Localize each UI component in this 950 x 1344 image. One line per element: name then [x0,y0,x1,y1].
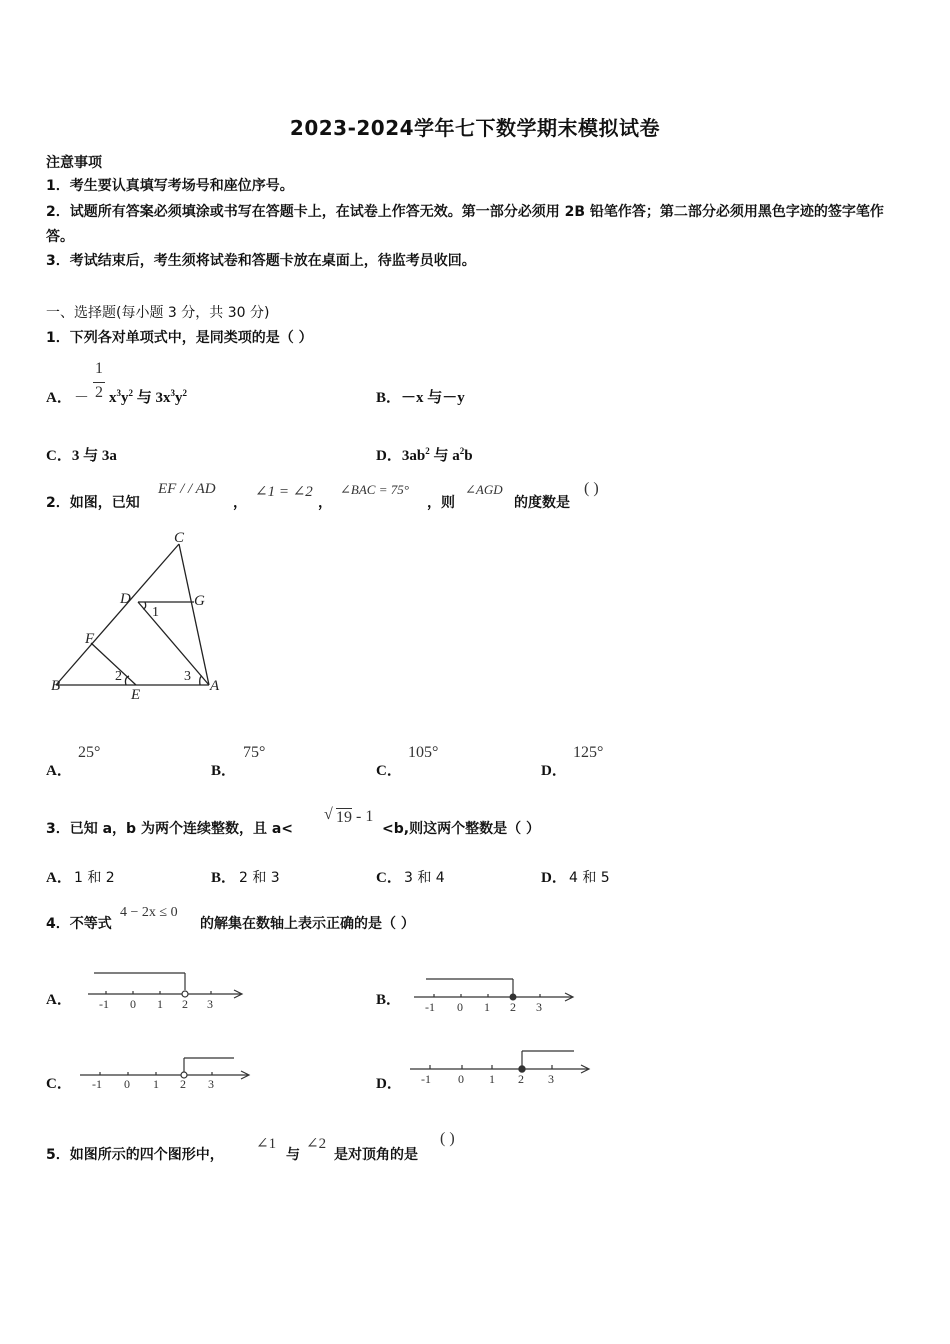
q3-c-value: 3 和 4 [404,870,445,886]
q2-target: ∠AGD [465,482,503,497]
q3-d-value: 4 和 5 [569,870,610,886]
tick-label: -1 [99,997,109,1011]
q3-radicand: 19 [336,809,352,826]
q2-sep1: ， [233,495,247,511]
q1-c-text: 3 与 3a [71,448,117,464]
tick-label: 2 [518,1072,524,1086]
q2-b-label: B． [211,763,237,779]
q4-a-label: A． [46,992,72,1008]
q1-stem: 1．下列各对单项式中，是同类项的是（ ） [46,330,313,346]
q3-a-label: A． [46,870,72,886]
q2-c-value: 105° [408,744,439,761]
q1-a-numerator: 1 [95,360,103,377]
q4-prefix: 4．不等式 [46,916,112,932]
notice-item-2: 2．试题所有答案必须填涂或书写在答题卡上，在试卷上作答无效。第一部分必须用 2B 铅笔作答；第二部分必须用黑色字迹的签字笔作答。 [46,204,884,245]
page-title: 2023-2024学年七下数学期末模拟试卷 [289,116,661,140]
q1-option-d [376,444,473,465]
q3-d-label: D． [541,870,567,886]
q1-b-label: B． [376,390,402,406]
q2-suffix: 的度数是 [514,495,570,511]
segment-bc [56,544,179,685]
q4-a-number-line [86,968,246,1013]
label-c: C [174,530,185,546]
label-angle-3: 3 [184,669,191,684]
q4-c-number-line [78,1055,253,1093]
q2-cond3: ∠BAC = 75° [340,482,409,497]
q1-a-expression: $x^3y^2$ 与 $3x^3y^2$ [109,388,188,406]
tick-label: 0 [124,1077,130,1091]
tick-label: 3 [207,997,213,1011]
q2-paren: ( ) [584,480,599,497]
section-heading: 一、选择题(每小题 3 分，共 30 分) [46,305,270,321]
q1-d-expr: $3ab^2$ 与 $a^2b$ [401,446,473,464]
tick-label: 1 [157,997,163,1011]
q3-b-value: 2 和 3 [239,870,280,886]
tick-label: 2 [182,997,188,1011]
q4-b-number-line [412,972,577,1017]
tick-label: 3 [208,1077,214,1091]
q4-d-number-line [408,1048,593,1090]
q2-prefix: 2．如图，已知 [46,495,140,511]
segment-da [138,602,209,685]
q5-angle-1: ∠1 [256,1136,277,1152]
q2-cond1: EF / / AD [158,481,216,497]
q2-c-label: C． [376,763,402,779]
segment-fe [91,643,136,685]
q1-option-b [376,386,465,407]
q5-paren: ( ) [440,1130,455,1147]
tick-label: 3 [536,1000,542,1014]
q1-option-c [46,444,117,465]
q1-c-label: C． [46,448,72,464]
tick-label: 1 [153,1077,159,1091]
label-e: E [131,687,141,703]
tick-label: -1 [425,1000,435,1014]
q1-d-label: D． [376,448,402,464]
q3-suffix: <b,则这两个整数是（ ） [382,821,540,837]
q1-b-text: －x 与－y [401,390,465,406]
q5-suffix: 是对顶角的是 [334,1147,418,1163]
notice-item-3: 3．考试结束后，考生须将试卷和答题卡放在桌面上，待监考员收回。 [46,253,476,269]
tick-label: 0 [458,1072,464,1086]
tick-label: 0 [457,1000,463,1014]
fraction-bar [93,382,105,383]
tick-label: -1 [92,1077,102,1091]
q2-figure [46,532,236,707]
q4-d-label: D． [376,1076,402,1092]
label-a: A [210,678,220,694]
label-d: D [120,591,131,607]
tick-label: 1 [489,1072,495,1086]
notice-item-1: 1．考生要认真填写考场号和座位序号。 [46,178,294,194]
q2-mid: ，则 [427,495,455,511]
q2-d-label: D． [541,763,567,779]
q2-d-value: 125° [573,744,604,761]
q1-a-label: A． [46,390,72,406]
q3-c-label: C． [376,870,402,886]
q5-angle-2: ∠2 [306,1136,327,1152]
q1-a-sign: － [74,390,90,406]
tick-label: 2 [180,1077,186,1091]
q3-prefix: 3．已知 a，b 为两个连续整数，且 a< [46,821,294,837]
label-angle-1: 1 [152,605,159,620]
tick-label: -1 [421,1072,431,1086]
notice-heading: 注意事项 [46,155,102,171]
label-g: G [194,593,205,609]
q3-sqrt-sign: √ [324,806,333,823]
label-f: F [85,631,95,647]
segment-ca [179,544,209,685]
q4-b-label: B． [376,992,402,1008]
q1-a-denominator: 2 [95,384,103,401]
q2-cond2: ∠1 = ∠2 [255,484,313,500]
q5-and: 与 [286,1147,300,1163]
tick-label: 1 [484,1000,490,1014]
q4-c-label: C． [46,1076,72,1092]
q3-a-value: 1 和 2 [74,870,115,886]
tick-label: 2 [510,1000,516,1014]
q4-inequality: 4 − 2x ≤ 0 [120,905,178,920]
q2-a-value: 25° [78,744,101,761]
q3-minus: - 1 [356,808,374,825]
q2-b-value: 75° [243,744,266,761]
tick-label: 0 [130,997,136,1011]
q2-sep2: ， [318,495,332,511]
q2-a-label: A． [46,763,72,779]
label-angle-2: 2 [115,669,122,684]
q3-b-label: B． [211,870,237,886]
label-b: B [51,678,61,694]
tick-label: 3 [548,1072,554,1086]
q5-prefix: 5．如图所示的四个图形中， [46,1147,224,1163]
q4-suffix: 的解集在数轴上表示正确的是（ ） [200,916,415,932]
